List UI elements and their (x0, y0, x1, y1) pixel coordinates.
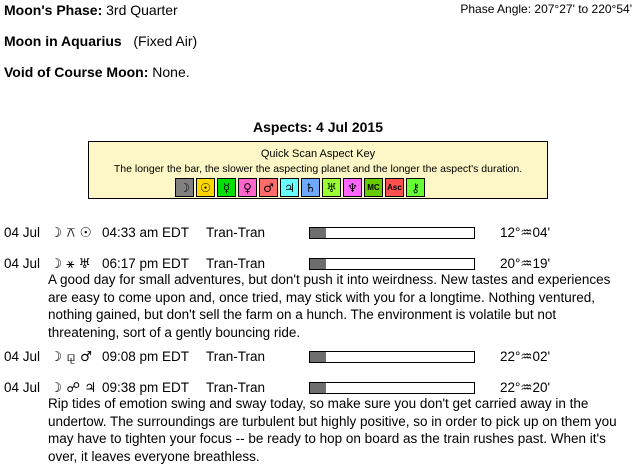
moon-icon: ☽ (175, 178, 194, 197)
aspect-position: 22°♒02' (500, 349, 551, 364)
aspect-glyphs: ☽ ☍ ♃ (50, 380, 97, 396)
duration-bar (309, 258, 475, 270)
aspect-key (88, 141, 548, 199)
aspect-key-title: Quick Scan Aspect Key (260, 148, 376, 160)
sun-icon: ☉ (196, 178, 215, 197)
moon-phase-label: Moon's Phase: (4, 2, 103, 18)
aspect-date: 04 Jul (4, 225, 41, 240)
void-label: Void of Course Moon: (4, 64, 149, 80)
saturn-icon: ♄ (301, 178, 320, 197)
aspect-time: 09:38 pm EDT (102, 380, 190, 395)
duration-bar (309, 351, 475, 363)
aspect-position: 12°♒04' (500, 225, 551, 240)
aspect-time: 09:08 pm EDT (102, 349, 190, 364)
mars-icon: ♂ (259, 178, 278, 197)
moon-sign (4, 33, 197, 49)
aspects-title: Aspects: 4 Jul 2015 (253, 119, 383, 135)
moon-sign-element: (Fixed Air) (133, 33, 198, 49)
jupiter-icon: ♃ (280, 178, 299, 197)
duration-bar (309, 227, 475, 239)
chiron-icon: ⚷ (406, 178, 425, 197)
aspect-date: 04 Jul (4, 380, 41, 395)
aspect-interpretation: A good day for small adventures, but don't push it into weirdness. New tastes and experiences are easy to come upon and, once tried, may stick with you for a longtime. Nothing ventured, nothing gained, but don't sell the farm on a hunch. The environment is volatile but not threatening, sort of a gently bouncing ride. (48, 272, 611, 340)
aspect-type: Tran-Tran (206, 225, 266, 240)
aspect-type: Tran-Tran (206, 349, 266, 364)
aspect-glyphs: ☽ ⚹ ♅ (50, 256, 91, 272)
aspect-type: Tran-Tran (206, 380, 266, 395)
planet-color-key (175, 178, 427, 197)
aspect-time: 06:17 pm EDT (102, 256, 190, 271)
moon-phase (4, 2, 178, 18)
venus-icon: ♀ (238, 178, 257, 197)
aspect-type: Tran-Tran (206, 256, 266, 271)
aspect-interpretation: Rip tides of emotion swing and sway today, so make sure you don't get carried away in the undertow. The surroundings are turbulent but highly positive, so in order to pick up on them you may have to tighten your focus -- be ready to hop on board as the train rushes past. When it's over, it leaves everyone breathless. (48, 396, 617, 464)
aspect-key-description: The longer the bar, the slower the aspecting planet and the longer the aspect's duration. (113, 163, 523, 175)
mercury-icon: ☿ (217, 178, 236, 197)
midheaven-icon: MC (364, 178, 383, 197)
void-of-course (4, 64, 190, 80)
aspect-position: 20°♒19' (500, 256, 551, 271)
moon-phase-value: 3rd Quarter (106, 2, 178, 18)
neptune-icon: ♆ (343, 178, 362, 197)
aspect-time: 04:33 am EDT (102, 225, 190, 240)
aspect-glyphs: ☽ ⚻ ☉ (50, 225, 92, 241)
phase-angle: Phase Angle: 207°27' to 220°54' (460, 2, 632, 16)
aspect-date: 04 Jul (4, 349, 41, 364)
duration-bar-fill (310, 383, 326, 393)
moon-sign-label: Moon in Aquarius (4, 33, 122, 49)
ascendant-icon: Asc (385, 178, 404, 197)
duration-bar-fill (310, 228, 326, 238)
duration-bar-fill (310, 259, 326, 269)
uranus-icon: ♅ (322, 178, 341, 197)
duration-bar (309, 382, 475, 394)
duration-bar-fill (310, 352, 326, 362)
aspect-glyphs: ☽ ⚼ ♂ (50, 349, 93, 365)
void-value: None. (152, 64, 190, 80)
aspect-position: 22°♒20' (500, 380, 551, 395)
aspect-date: 04 Jul (4, 256, 41, 271)
